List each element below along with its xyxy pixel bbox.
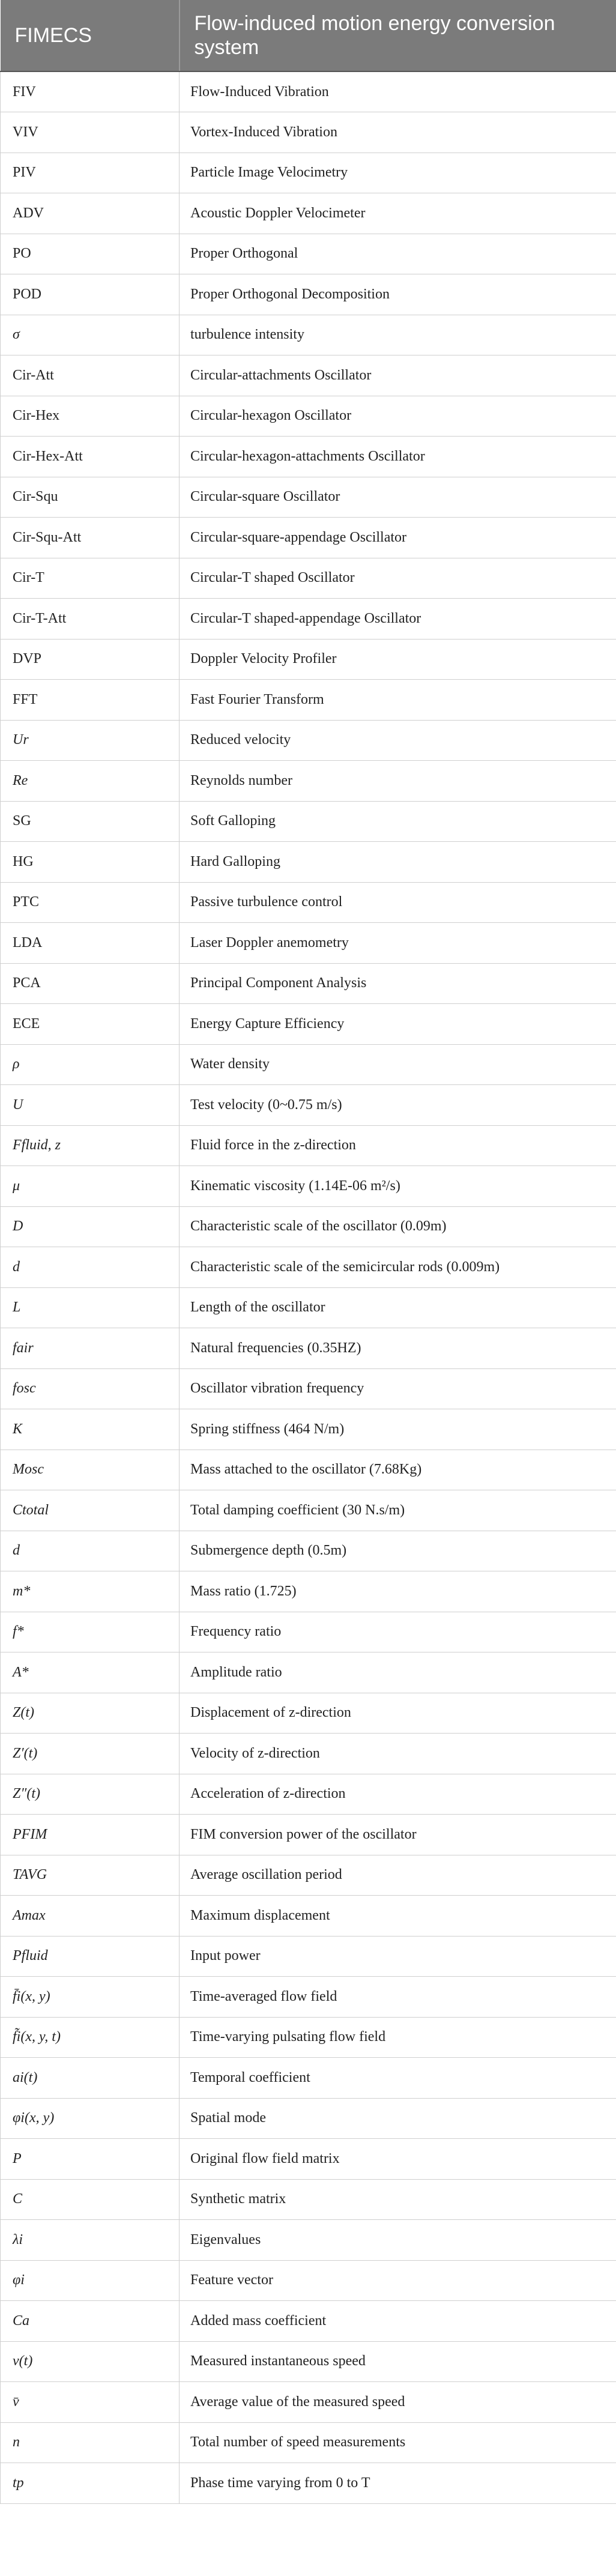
table-row xyxy=(1,1734,616,1774)
symbol-cell: L xyxy=(1,1287,180,1328)
table-row xyxy=(1,720,616,761)
definition-cell: Feature vector xyxy=(180,2260,616,2301)
table-row xyxy=(1,2098,616,2139)
definition-cell: Circular-square Oscillator xyxy=(180,477,616,518)
definition-cell: Proper Orthogonal xyxy=(180,234,616,274)
table-row xyxy=(1,477,616,518)
definition-cell: Spatial mode xyxy=(180,2098,616,2139)
symbol-cell: σ xyxy=(1,315,180,355)
definition-cell: Flow-Induced Vibration xyxy=(180,71,616,112)
table-row xyxy=(1,1450,616,1490)
symbol-cell: PIV xyxy=(1,153,180,193)
table-row xyxy=(1,1896,616,1937)
symbol-cell: FFT xyxy=(1,680,180,721)
symbol-cell: Cir-Squ xyxy=(1,477,180,518)
definition-cell: Synthetic matrix xyxy=(180,2179,616,2220)
symbol-cell: ECE xyxy=(1,1004,180,1045)
definition-cell: turbulence intensity xyxy=(180,315,616,355)
symbol-cell: ρ xyxy=(1,1044,180,1085)
symbol-cell: λi xyxy=(1,2220,180,2261)
definition-cell: Added mass coefficient xyxy=(180,2301,616,2342)
table-row xyxy=(1,1612,616,1652)
definition-cell: Characteristic scale of the semicircular rods (0.009m) xyxy=(180,1247,616,1288)
table-row xyxy=(1,2220,616,2261)
definition-cell: Input power xyxy=(180,1936,616,1977)
table-row xyxy=(1,1571,616,1612)
definition-cell: FIM conversion power of the oscillator xyxy=(180,1815,616,1855)
definition-cell: Circular-square-appendage Oscillator xyxy=(180,518,616,558)
symbol-cell: A* xyxy=(1,1652,180,1693)
table-row xyxy=(1,274,616,315)
symbol-cell: Ur xyxy=(1,720,180,761)
table-row xyxy=(1,1004,616,1045)
symbol-cell: Amax xyxy=(1,1896,180,1937)
table-row xyxy=(1,153,616,193)
symbol-cell: Cir-Hex-Att xyxy=(1,437,180,477)
table-row xyxy=(1,963,616,1004)
symbol-cell: PTC xyxy=(1,882,180,923)
symbol-cell: ADV xyxy=(1,193,180,234)
table-row xyxy=(1,1652,616,1693)
definition-cell: Water density xyxy=(180,1044,616,1085)
definition-cell: Submergence depth (0.5m) xyxy=(180,1531,616,1571)
symbol-cell: Cir-T xyxy=(1,558,180,599)
table-row xyxy=(1,882,616,923)
table-row xyxy=(1,2139,616,2180)
table-row xyxy=(1,639,616,680)
symbol-cell: m* xyxy=(1,1571,180,1612)
symbol-cell: d xyxy=(1,1247,180,1288)
definition-cell: Maximum displacement xyxy=(180,1896,616,1937)
definition-cell: Fast Fourier Transform xyxy=(180,680,616,721)
symbol-cell: PCA xyxy=(1,963,180,1004)
symbol-cell: d xyxy=(1,1531,180,1571)
table-row xyxy=(1,1206,616,1247)
definition-cell: Total number of speed measurements xyxy=(180,2422,616,2463)
table-row xyxy=(1,396,616,437)
symbol-cell: Ctotal xyxy=(1,1490,180,1531)
table-row xyxy=(1,1936,616,1977)
table-body xyxy=(1,71,616,2503)
definition-cell: Acoustic Doppler Velocimeter xyxy=(180,193,616,234)
table-row xyxy=(1,1977,616,2018)
table-row xyxy=(1,234,616,274)
table-row xyxy=(1,1368,616,1409)
definition-cell: Circular-T shaped Oscillator xyxy=(180,558,616,599)
table-row xyxy=(1,1774,616,1815)
definition-cell: Particle Image Velocimetry xyxy=(180,153,616,193)
definition-cell: Length of the oscillator xyxy=(180,1287,616,1328)
table-row xyxy=(1,2179,616,2220)
symbol-cell: v(t) xyxy=(1,2341,180,2382)
table-row xyxy=(1,1125,616,1166)
table-row xyxy=(1,2260,616,2301)
symbol-cell: Z′(t) xyxy=(1,1734,180,1774)
definition-cell: Fluid force in the z-direction xyxy=(180,1125,616,1166)
table-row xyxy=(1,558,616,599)
definition-cell: Temporal coefficient xyxy=(180,2058,616,2099)
symbol-cell: Ffluid, z xyxy=(1,1125,180,1166)
symbol-cell: K xyxy=(1,1409,180,1450)
table-row xyxy=(1,1287,616,1328)
symbol-cell: POD xyxy=(1,274,180,315)
table-row xyxy=(1,1490,616,1531)
table-row xyxy=(1,923,616,964)
table-row xyxy=(1,761,616,802)
definition-cell: Original flow field matrix xyxy=(180,2139,616,2180)
symbol-cell: VIV xyxy=(1,112,180,153)
definition-cell: Spring stiffness (464 N/m) xyxy=(180,1409,616,1450)
table-row xyxy=(1,1531,616,1571)
definition-cell: Laser Doppler anemometry xyxy=(180,923,616,964)
table-row xyxy=(1,1085,616,1126)
table-row xyxy=(1,2382,616,2423)
symbol-cell: FIV xyxy=(1,71,180,112)
symbol-cell: SG xyxy=(1,801,180,842)
table-row xyxy=(1,2058,616,2099)
symbol-cell: P xyxy=(1,2139,180,2180)
symbol-cell: fair xyxy=(1,1328,180,1369)
definition-cell: Frequency ratio xyxy=(180,1612,616,1652)
table-row xyxy=(1,2422,616,2463)
symbol-cell: φi xyxy=(1,2260,180,2301)
definition-cell: Passive turbulence control xyxy=(180,882,616,923)
symbol-cell: n xyxy=(1,2422,180,2463)
definition-cell: Reynolds number xyxy=(180,761,616,802)
symbol-cell: PO xyxy=(1,234,180,274)
definition-cell: Mass attached to the oscillator (7.68Kg) xyxy=(180,1450,616,1490)
table-row xyxy=(1,315,616,355)
symbol-cell: HG xyxy=(1,842,180,883)
symbol-cell: Mosc xyxy=(1,1450,180,1490)
table-row xyxy=(1,1409,616,1450)
symbol-cell: DVP xyxy=(1,639,180,680)
definition-cell: Hard Galloping xyxy=(180,842,616,883)
definition-cell: Mass ratio (1.725) xyxy=(180,1571,616,1612)
header-symbol: FIMECS xyxy=(1,0,180,71)
symbol-cell: f* xyxy=(1,1612,180,1652)
symbol-cell: φi(x, y) xyxy=(1,2098,180,2139)
symbol-cell: TAVG xyxy=(1,1855,180,1896)
definition-cell: Circular-T shaped-appendage Oscillator xyxy=(180,599,616,639)
table-row xyxy=(1,71,616,112)
definition-cell: Doppler Velocity Profiler xyxy=(180,639,616,680)
table-row xyxy=(1,1693,616,1734)
symbol-cell: fosc xyxy=(1,1368,180,1409)
symbol-cell: PFIM xyxy=(1,1815,180,1855)
definition-cell: Kinematic viscosity (1.14E-06 m²/s) xyxy=(180,1166,616,1207)
symbol-cell: f̄i(x, y) xyxy=(1,1977,180,2018)
header-definition: Flow-induced motion energy conversion system xyxy=(180,0,616,71)
definition-cell: Average oscillation period xyxy=(180,1855,616,1896)
definition-cell: Vortex-Induced Vibration xyxy=(180,112,616,153)
definition-cell: Energy Capture Efficiency xyxy=(180,1004,616,1045)
table-row xyxy=(1,437,616,477)
table-row xyxy=(1,1247,616,1288)
table-row xyxy=(1,1166,616,1207)
table-row xyxy=(1,2463,616,2504)
symbol-cell: C xyxy=(1,2179,180,2220)
definition-cell: Test velocity (0~0.75 m/s) xyxy=(180,1085,616,1126)
definition-cell: Acceleration of z-direction xyxy=(180,1774,616,1815)
definition-cell: Displacement of z-direction xyxy=(180,1693,616,1734)
symbol-cell: μ xyxy=(1,1166,180,1207)
symbol-cell: Cir-Hex xyxy=(1,396,180,437)
symbol-cell: Cir-Squ-Att xyxy=(1,518,180,558)
symbol-cell: Re xyxy=(1,761,180,802)
symbol-cell: f̃i(x, y, t) xyxy=(1,2017,180,2058)
definition-cell: Natural frequencies (0.35HZ) xyxy=(180,1328,616,1369)
symbol-cell: U xyxy=(1,1085,180,1126)
definition-cell: Phase time varying from 0 to T xyxy=(180,2463,616,2504)
definition-cell: Soft Galloping xyxy=(180,801,616,842)
definition-cell: Time-averaged flow field xyxy=(180,1977,616,2018)
symbol-cell: v̄ xyxy=(1,2382,180,2423)
table-row xyxy=(1,599,616,639)
definition-cell: Principal Component Analysis xyxy=(180,963,616,1004)
symbol-cell: LDA xyxy=(1,923,180,964)
table-row xyxy=(1,2301,616,2342)
table-row xyxy=(1,1328,616,1369)
table-row xyxy=(1,1044,616,1085)
symbol-cell: D xyxy=(1,1206,180,1247)
definition-cell: Time-varying pulsating flow field xyxy=(180,2017,616,2058)
table-row xyxy=(1,2017,616,2058)
definition-cell: Measured instantaneous speed xyxy=(180,2341,616,2382)
definition-cell: Reduced velocity xyxy=(180,720,616,761)
definition-cell: Eigenvalues xyxy=(180,2220,616,2261)
table-row xyxy=(1,842,616,883)
table-row xyxy=(1,680,616,721)
table-row xyxy=(1,355,616,396)
definition-cell: Characteristic scale of the oscillator (0.09m) xyxy=(180,1206,616,1247)
definition-cell: Circular-attachments Oscillator xyxy=(180,355,616,396)
definition-cell: Oscillator vibration frequency xyxy=(180,1368,616,1409)
definition-cell: Total damping coefficient (30 N.s/m) xyxy=(180,1490,616,1531)
definition-cell: Velocity of z-direction xyxy=(180,1734,616,1774)
symbol-cell: tp xyxy=(1,2463,180,2504)
symbol-cell: Cir-Att xyxy=(1,355,180,396)
table-row xyxy=(1,518,616,558)
definition-cell: Circular-hexagon-attachments Oscillator xyxy=(180,437,616,477)
symbol-cell: Ca xyxy=(1,2301,180,2342)
table-row xyxy=(1,2341,616,2382)
table-row xyxy=(1,1815,616,1855)
definition-cell: Average value of the measured speed xyxy=(180,2382,616,2423)
symbol-cell: Pfluid xyxy=(1,1936,180,1977)
table-header-row xyxy=(1,0,616,71)
table-row xyxy=(1,193,616,234)
symbol-cell: Z(t) xyxy=(1,1693,180,1734)
symbol-cell: Cir-T-Att xyxy=(1,599,180,639)
table-row xyxy=(1,1855,616,1896)
symbol-cell: ai(t) xyxy=(1,2058,180,2099)
table-row xyxy=(1,112,616,153)
definition-cell: Amplitude ratio xyxy=(180,1652,616,1693)
definition-cell: Proper Orthogonal Decomposition xyxy=(180,274,616,315)
table-row xyxy=(1,801,616,842)
definition-cell: Circular-hexagon Oscillator xyxy=(180,396,616,437)
symbol-cell: Z″(t) xyxy=(1,1774,180,1815)
